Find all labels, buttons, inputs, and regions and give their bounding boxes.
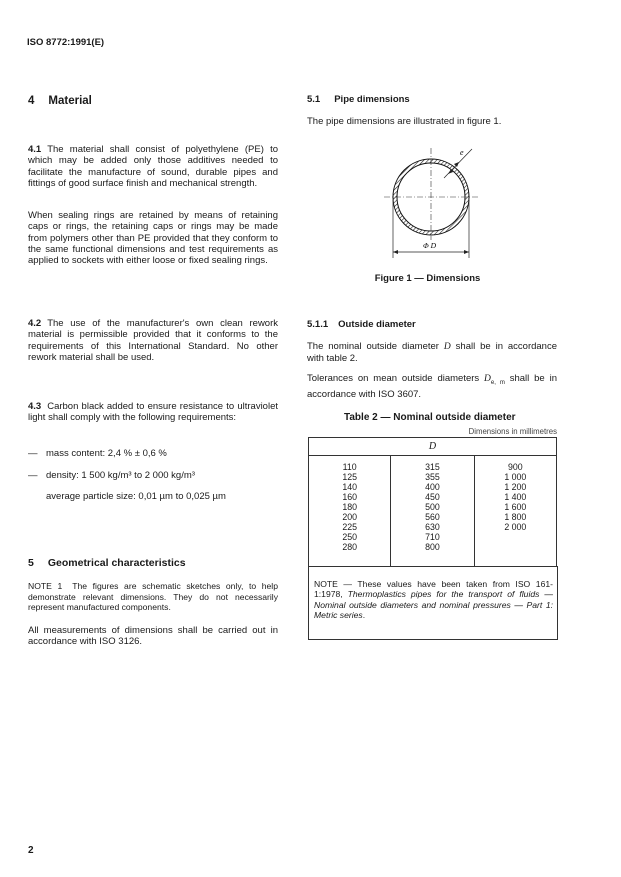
- table-cell: 180: [342, 502, 357, 512]
- section-5-heading: [28, 557, 186, 569]
- text-fragment: Tolerances on mean outside diameters: [307, 373, 485, 384]
- note-text: .: [362, 610, 366, 621]
- section-5-1-1-heading: [307, 319, 416, 330]
- table-cell: 315: [425, 462, 440, 472]
- table-2-title: Table 2 — Nominal outside diameter: [344, 412, 516, 423]
- table-column-3: [474, 456, 556, 567]
- table-cell: 560: [425, 512, 440, 522]
- text-fragment: shall be in accordance with ISO 3607.: [307, 373, 557, 401]
- section-number: 4: [28, 95, 35, 107]
- table-cell: 2 000: [504, 522, 527, 532]
- note-reference-title: Thermoplastics pipes for the transport of fluids — Nominal outside diameters and nominal pressures — Part 1: Metric series: [314, 589, 554, 621]
- section-title: Pipe dimensions: [334, 94, 410, 105]
- table-cell: 710: [425, 532, 440, 542]
- note-1: [28, 581, 278, 613]
- measurement-paragraph: All measurements of dimensions shall be carried out in accordance with ISO 3126.: [28, 625, 278, 648]
- diameter-label: Φ D: [423, 241, 437, 250]
- section-number: 5.1.1: [307, 319, 329, 330]
- table-cell: 225: [342, 522, 357, 532]
- table-units: Dimensions in millimetres: [468, 427, 557, 436]
- clause-text: The use of the manufacturer's own clean rework material is permissible provided that it conforms to the requirements of this International Standard. No other rework material shall be used.: [28, 318, 278, 363]
- table-header-row: [309, 438, 557, 456]
- table-cell: 630: [425, 522, 440, 532]
- page-number: 2: [28, 845, 34, 856]
- text-fragment: shall be in accordance with table 2.: [307, 341, 557, 365]
- table-body-row: [309, 456, 557, 567]
- clause-text: The material shall consist of polyethylene (PE) to which may be added only those additives needed to facilitate the manufacture of sound, durable pipes and fittings of good surface finish and mechanical strength.: [28, 144, 278, 189]
- table-cell: 1 200: [504, 482, 527, 492]
- symbol-d: D: [443, 342, 451, 352]
- clause-number: 4.1: [28, 144, 42, 155]
- pipe-cross-section-diagram: [380, 140, 500, 262]
- text-fragment: The nominal outside diameter: [307, 341, 444, 352]
- clause-4-1: [28, 144, 278, 189]
- table-cell: 110: [342, 462, 357, 472]
- clause-4-1-paragraph-2: When sealing rings are retained by means of retaining caps or rings, the retaining caps or rings may be made from polymers other than PE provided that they conform to the same functional dimensions and test requirements as applied to sockets with either loose or fixed sealing rings.: [28, 210, 278, 267]
- table-cell: 125: [342, 472, 357, 482]
- nominal-diameter-table: [308, 437, 557, 566]
- section-5-1-heading: [307, 94, 410, 105]
- table-cell: 1 400: [504, 492, 527, 502]
- section-number: 5: [28, 557, 34, 569]
- table-cell: 450: [425, 492, 440, 502]
- clause-text: Carbon black added to ensure resistance to ultraviolet light shall comply with the following requirements:: [28, 401, 278, 424]
- table-cell: 500: [425, 502, 440, 512]
- list-dash: —: [28, 470, 38, 481]
- table-note: [308, 566, 558, 640]
- list-text: density: 1 500 kg/m³ to 2 000 kg/m³: [46, 470, 195, 481]
- table-cell: 400: [425, 482, 440, 492]
- table-cell: 355: [425, 472, 440, 482]
- section-4-heading: [28, 95, 92, 107]
- list-item-density: [28, 470, 195, 481]
- table-column-1: [309, 456, 391, 567]
- clause-4-3: [28, 401, 278, 424]
- document-id-header: ISO 8772:1991(E): [27, 37, 105, 48]
- pipe-dimensions-paragraph: The pipe dimensions are illustrated in figure 1.: [307, 116, 502, 127]
- table-cell: 250: [342, 532, 357, 542]
- clause-number: 4.2: [28, 318, 42, 329]
- clause-number: 4.3: [28, 401, 42, 412]
- table-cell: 1 000: [504, 472, 527, 482]
- tolerance-paragraph: [307, 373, 557, 400]
- table-header-d: D: [309, 438, 557, 456]
- table-cell: 140: [342, 482, 357, 492]
- list-item-mass-content: [28, 448, 167, 459]
- clause-4-2: [28, 318, 278, 363]
- section-title: Geometrical characteristics: [47, 557, 186, 569]
- list-item-particle-size: average particle size: 0,01 µm to 0,025 µm: [46, 491, 226, 502]
- note-label: NOTE 1: [28, 581, 63, 591]
- section-title: Material: [48, 95, 92, 107]
- table-2: [308, 437, 558, 640]
- section-number: 5.1: [307, 94, 321, 105]
- list-dash: —: [28, 448, 38, 459]
- figure-1-caption: Figure 1 — Dimensions: [374, 273, 481, 284]
- symbol-d: D: [484, 374, 491, 384]
- table-column-2: [391, 456, 474, 567]
- table-cell: 1 600: [504, 502, 527, 512]
- table-cell: 1 800: [504, 512, 527, 522]
- wall-thickness-label: e: [460, 148, 464, 157]
- figure-1-pipe-cross-section: [380, 140, 500, 262]
- table-cell: 900: [507, 462, 523, 472]
- list-text: mass content: 2,4 % ± 0,6 %: [46, 448, 167, 459]
- note-text: The figures are schematic sketches only, to help demonstrate relevant dimensions. They do not necessarily represent manufactured components.: [28, 581, 278, 613]
- symbol-subscript: e, m: [490, 379, 505, 386]
- table-cell: 800: [425, 542, 440, 552]
- table-cell: 160: [342, 492, 357, 502]
- table-cell: 200: [342, 512, 357, 522]
- nominal-diameter-paragraph: [307, 341, 557, 365]
- table-cell: 280: [342, 542, 357, 552]
- note-text: NOTE — These values have been taken from ISO 161-1:1978,: [314, 579, 553, 600]
- section-title: Outside diameter: [338, 319, 416, 330]
